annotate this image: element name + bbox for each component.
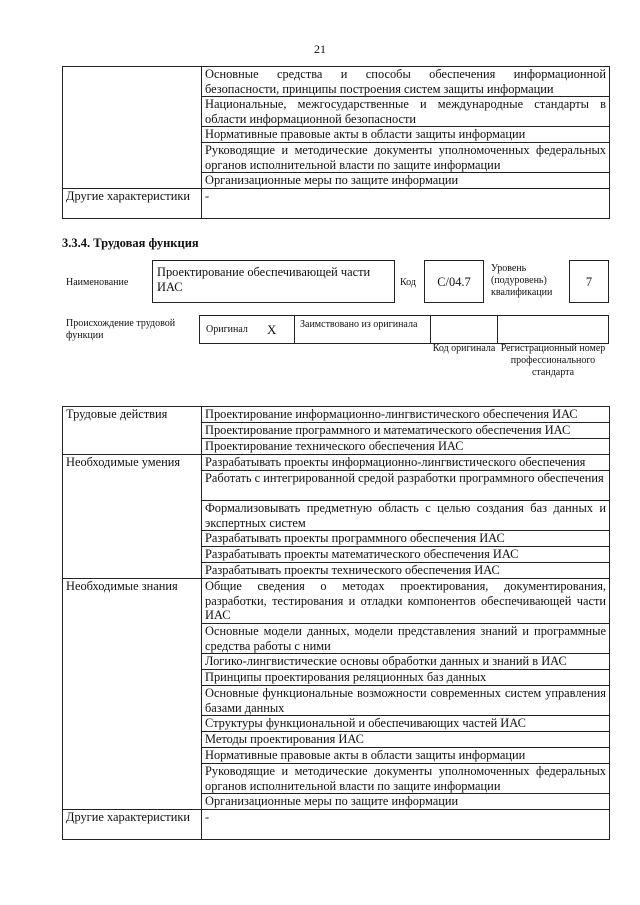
code-label: Код [400,277,416,288]
skill-item: Разрабатывать проекты математического обеспечения ИАС [202,547,610,563]
skill-item: Формализовывать предметную область с целью создания баз данных и экспертных систем [202,501,610,531]
skills-label: Необходимые умения [63,455,202,579]
knowledge-item: Национальные, межгосударственные и международные стандарты в области информационной безопасности [202,97,610,127]
knowledge-item: Руководящие и методические документы уполномоченных федеральных органов исполнительной власти по защите информации [202,143,610,173]
original-code-cell [430,315,498,344]
knowledge-item: Нормативные правовые акты в области защиты информации [202,127,610,143]
knowledge-label: Необходимые знания [63,579,202,810]
action-item: Проектирование программного и математического обеспечения ИАС [202,423,610,439]
code-value: С/04.7 [424,260,484,303]
action-item: Проектирование технического обеспечения ИАС [202,439,610,455]
level-value: 7 [569,260,609,303]
other-characteristics-value: - [202,189,610,219]
code-caption: Код оригинала [432,343,496,354]
knowledge-item: Логико-лингвистические основы обработки данных и знаний в ИАС [202,654,610,670]
top-knowledge-table [62,66,610,219]
knowledge-item: Структуры функциональной и обеспечивающих частей ИАС [202,716,610,732]
original-label: Оригинал [206,324,248,335]
other-characteristics-label: Другие характеристики [63,189,202,219]
knowledge-item: Основные модели данных, модели представления знаний и программные средства работы с ними [202,624,610,654]
skill-item: Разрабатывать проекты технического обеспечения ИАС [202,563,610,579]
skill-item: Разрабатывать проекты информационно-лингвистического обеспечения [202,455,610,471]
origin-label: Происхождение трудовой функции [66,318,176,341]
skill-item: Работать с интегрированной средой разработки программного обеспечения [202,471,610,501]
original-cell [199,315,295,344]
knowledge-item: Нормативные правовые акты в области защиты информации [202,748,610,764]
knowledge-item: Общие сведения о методах проектирования, документирования, разработки, тестирования и отладки компонентов обеспечивающей части ИАС [202,579,610,624]
skill-item: Разрабатывать проекты программного обеспечения ИАС [202,531,610,547]
actions-label: Трудовые действия [63,407,202,455]
level-label: Уровень (подуровень) квалификации [491,263,553,298]
section-title: 3.3.4. Трудовая функция [62,236,199,250]
borrowed-label: Заимствовано из оригинала [300,319,418,330]
knowledge-item: Руководящие и методические документы уполномоченных федеральных органов исполнительной власти по защите информации [202,764,610,794]
other-characteristics-label: Другие характеристики [63,810,202,840]
page-number: 21 [314,42,326,56]
borrowed-cell [294,315,431,344]
knowledge-item: Основные средства и способы обеспечения информационной безопасности, принципы построения систем защиты информации [202,67,610,97]
name-label: Наименование [66,277,129,288]
function-name: Проектирование обеспечивающей части ИАС [152,260,395,303]
labor-function-table [62,406,610,840]
action-item: Проектирование информационно-лингвистического обеспечения ИАС [202,407,610,423]
registration-caption: Регистрационный номер профессионального стандарта [500,343,606,378]
knowledge-item: Принципы проектирования реляционных баз данных [202,670,610,686]
top-table-empty-label [63,67,202,189]
knowledge-item: Методы проектирования ИАС [202,732,610,748]
knowledge-item: Организационные меры по защите информации [202,173,610,189]
registration-number-cell [497,315,609,344]
knowledge-item: Основные функциональные возможности современных систем управления базами данных [202,686,610,716]
original-mark: X [267,322,277,337]
knowledge-item: Организационные меры по защите информации [202,794,610,810]
other-characteristics-value: - [202,810,610,840]
